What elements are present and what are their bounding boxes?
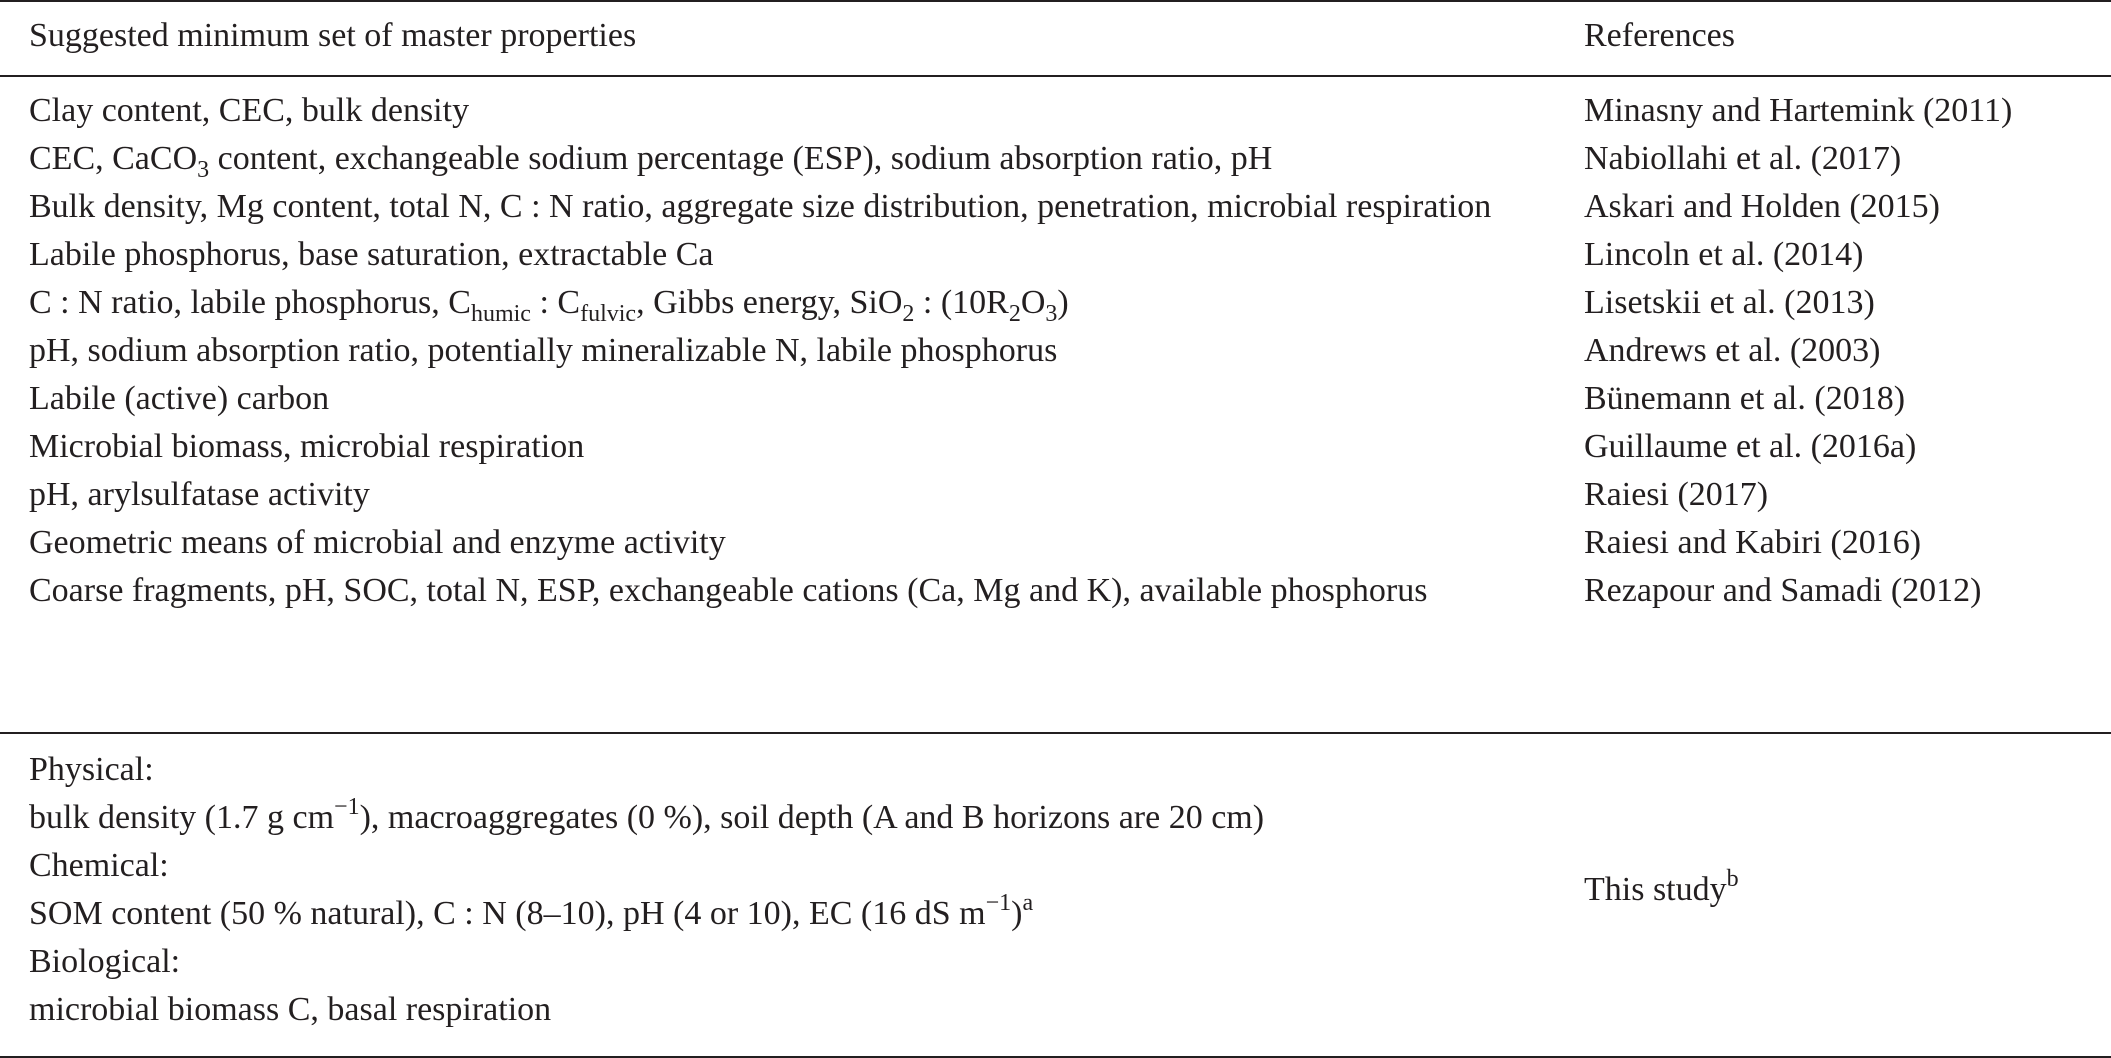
this-study-properties xyxy=(29,746,1529,1034)
row-properties: Labile (active) carbon xyxy=(29,380,330,417)
row-properties: pH, arylsulfatase activity xyxy=(29,476,370,513)
chemical-label: Chemical: xyxy=(29,847,169,884)
row-reference: Guillaume et al. (2016a) xyxy=(1584,428,1917,465)
header-rule xyxy=(0,75,2111,77)
table-body xyxy=(0,87,2111,615)
this-study-row xyxy=(0,746,2111,1046)
chemical-properties: SOM content (50 % natural), C : N (8–10), pH (4 or 10), EC (16 dS $m^{-1})^a$ xyxy=(29,890,1034,932)
row-reference: Andrews et al. (2003) xyxy=(1584,332,1881,369)
row-properties: Microbial biomass, microbial respiration xyxy=(29,428,585,465)
table-row xyxy=(0,135,2111,183)
section-rule xyxy=(0,732,2111,734)
table-row xyxy=(0,567,2111,615)
row-reference: Lisetskii et al. (2013) xyxy=(1584,284,1875,321)
row-reference: Minasny and Hartemink (2011) xyxy=(1584,92,2013,129)
table-row xyxy=(0,231,2111,279)
row-reference: Raiesi (2017) xyxy=(1584,476,1769,513)
row-reference: Askari and Holden (2015) xyxy=(1584,188,1940,225)
biological-properties: microbial biomass C, basal respiration xyxy=(29,991,552,1028)
biological-label: Biological: xyxy=(29,943,181,980)
table-row xyxy=(0,519,2111,567)
table-row xyxy=(0,279,2111,327)
table-row xyxy=(0,423,2111,471)
row-properties: CEC, CaCO$_3$ content, exchangeable sodium percentage (ESP), sodium absorption ratio, pH xyxy=(29,140,1273,183)
table-top-rule xyxy=(0,0,2111,2)
header-references: References xyxy=(1584,17,1736,54)
row-properties: Clay content, CEC, bulk density xyxy=(29,92,470,129)
row-reference: Nabiollahi et al. (2017) xyxy=(1584,140,1902,177)
row-reference: Bünemann et al. (2018) xyxy=(1584,380,1906,417)
table-row xyxy=(0,471,2111,519)
table-header xyxy=(0,12,2111,60)
table-row xyxy=(0,375,2111,423)
row-properties: C : N ratio, labile phosphorus, $C_{humic}$ : $C_{fulvic}$, Gibbs energy, SiO$_2$ : $(10R_2O_3)$ xyxy=(29,284,1069,327)
table-row xyxy=(0,327,2111,375)
row-properties: Bulk density, Mg content, total N, C : N ratio, aggregate size distribution, penetration, microbial respiration xyxy=(29,188,1492,225)
row-reference: Lincoln et al. (2014) xyxy=(1584,236,1864,273)
row-properties: pH, sodium absorption ratio, potentially mineralizable N, labile phosphorus xyxy=(29,332,1058,369)
row-reference: Rezapour and Samadi (2012) xyxy=(1584,572,1982,609)
row-properties: Geometric means of microbial and enzyme activity xyxy=(29,524,726,561)
row-properties: Labile phosphorus, base saturation, extractable Ca xyxy=(29,236,714,273)
row-properties: Coarse fragments, pH, SOC, total N, ESP, exchangeable cations (Ca, Mg and K), available phosphorus xyxy=(29,572,1428,609)
header-properties: Suggested minimum set of master properties xyxy=(29,17,637,54)
row-reference: Raiesi and Kabiri (2016) xyxy=(1584,524,1922,561)
table-row xyxy=(0,87,2111,135)
table-row xyxy=(0,183,2111,231)
physical-label: Physical: xyxy=(29,751,154,788)
physical-properties: bulk density (1.7 g $cm^{-1}$), macroaggregates (0 %), soil depth (A and B horizons are 20 cm) xyxy=(29,794,1265,836)
this-study-reference: This study$^b$ xyxy=(1584,866,1739,908)
